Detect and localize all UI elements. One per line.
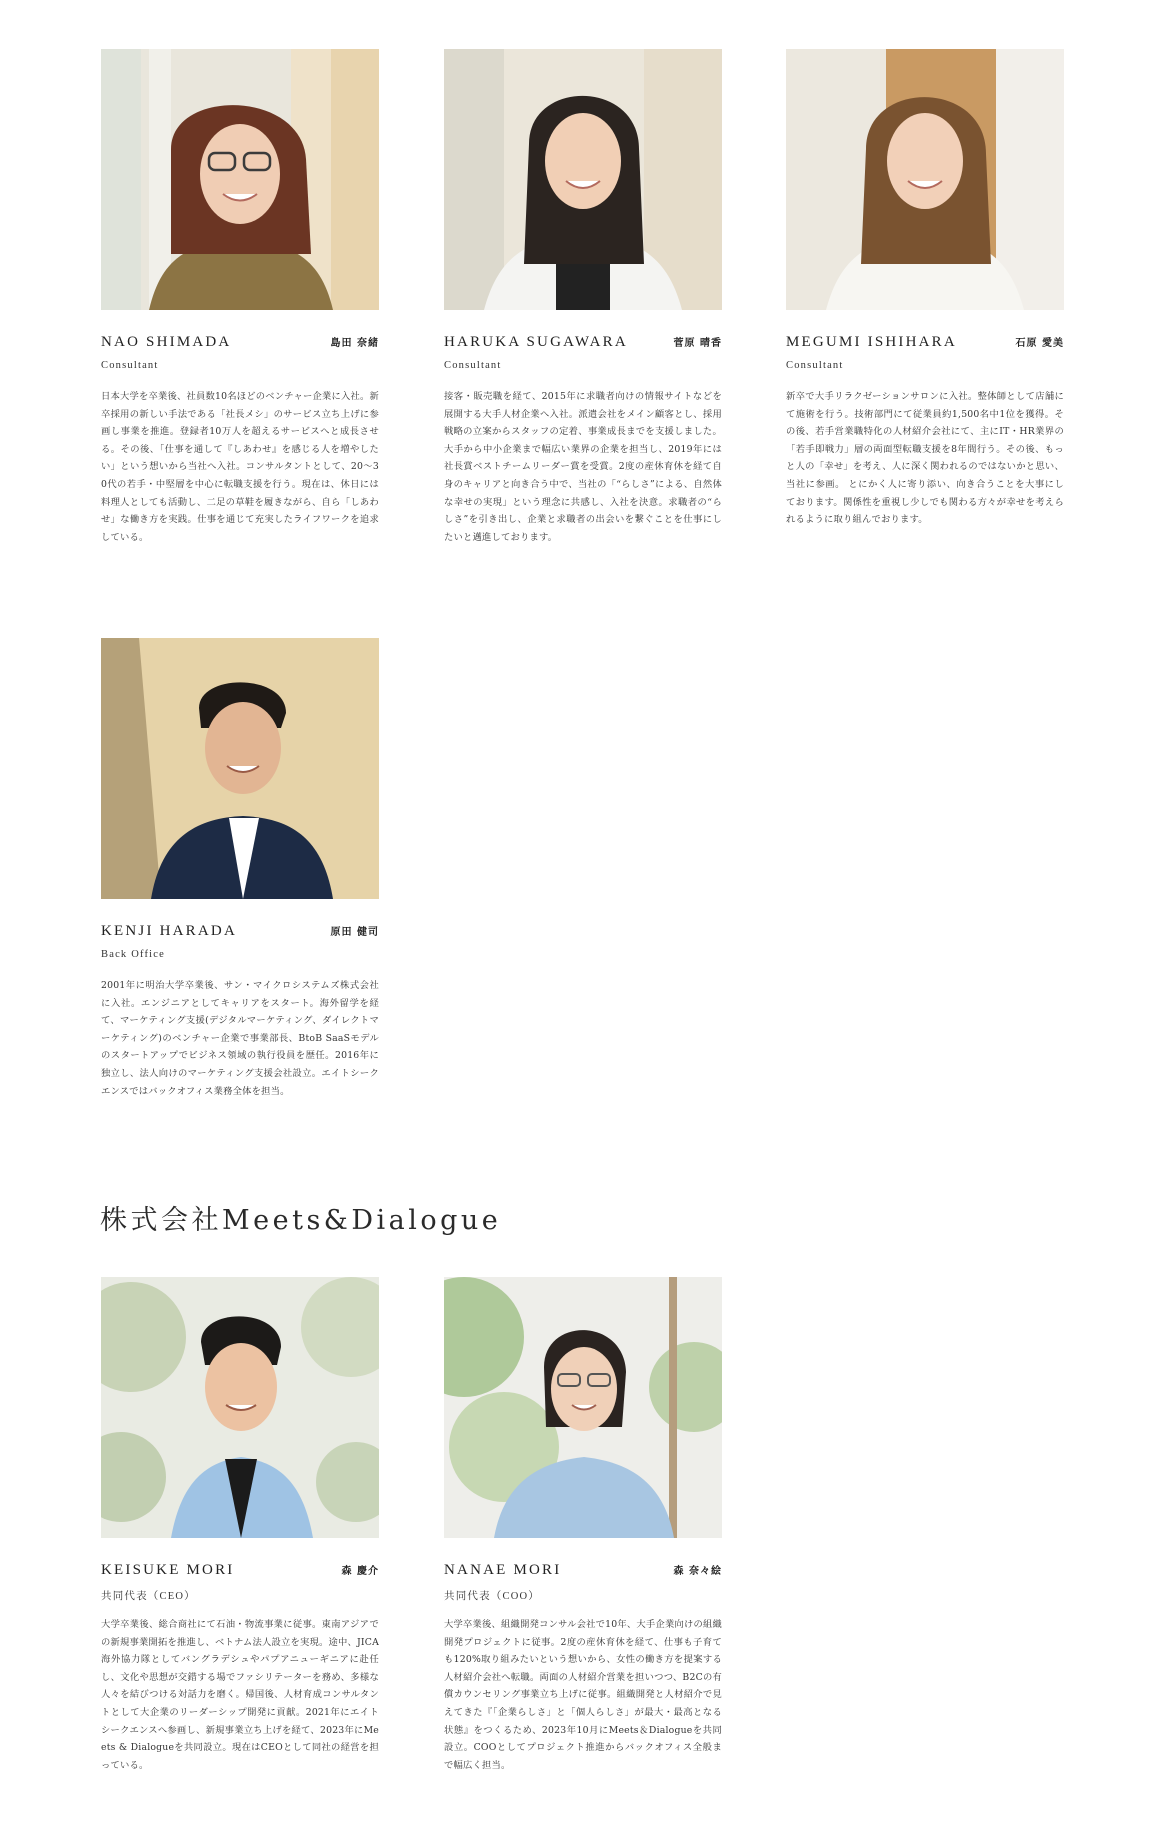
member-bio: 新卒で大手リラクゼーションサロンに入社。整体師として店舗にて施術を行う。技術部門にて従業員約1,500名中1位を獲得。その後、若手営業職特化の人材紹介会社にて、主にIT・HR業界の「若手即戦力」層の両面型転職支援を8年間行う。その後、もっと人の「幸せ」を考え、人に深く関われるのではないかと思い、当社に参画。 とにかく人に寄り添い、向き合うことを大事にしております。関係性を重視し少しでも関わる方々が幸せを考えられるように取り組んでおります。	[786, 391, 1064, 526]
member-card-keisuke-mori	[101, 1277, 379, 1774]
member-name-en: MEGUMI ISHIHARA	[786, 334, 957, 350]
member-name-jp: 森 奈々絵	[673, 1566, 722, 1577]
member-photo	[786, 49, 1064, 310]
member-name-jp: 石原 愛美	[1015, 338, 1064, 349]
member-role: 共同代表（CEO）	[101, 1591, 196, 1602]
member-name-en: KEISUKE MORI	[101, 1562, 235, 1578]
member-name-jp: 原田 健司	[330, 927, 379, 938]
member-photo	[101, 1277, 379, 1538]
member-name-en: NAO SHIMADA	[101, 334, 232, 350]
member-bio: 2001年に明治大学卒業後、サン・マイクロシステムズ株式会社に入社。エンジニアとしてキャリアをスタート。海外留学を経て、マーケティング支援(デジタルマーケティング、ダイレクトマーケティング)のベンチャー企業で事業部長、BtoB SaaSモデルのスタートアップでビジネス領域の執行役員を歴任。2016年に独立し、法人向けのマーケティング支援会社設立。エイトシークエンスではバックオフィス業務全体を担当。	[101, 980, 379, 1097]
member-name-jp: 島田 奈緒	[330, 338, 379, 349]
member-bio: 接客・販売職を経て、2015年に求職者向けの情報サイトなどを展開する大手人材企業へ入社。派遣会社をメイン顧客とし、採用戦略の立案からスタッフの定着、事業成長までを支援しました。大手から中小企業まで幅広い業界の企業を担当し、2019年には社長賞ベストチームリーダー賞を受賞。2度の産休育休を経て自身のキャリアと向き合う中で、当社の「“らしさ”による、自然体な幸せの実現」という理念に共感し、入社を決意。求職者の“らしさ”を引き出し、企業と求職者の出会いを繋ぐことを仕事にしたいと邁進しております。	[444, 391, 722, 543]
member-card-kenji-harada	[101, 638, 379, 1100]
member-name-jp: 菅原 晴香	[673, 338, 722, 349]
member-photo	[444, 1277, 722, 1538]
member-role: Consultant	[101, 360, 159, 371]
member-bio: 日本大学を卒業後、社員数10名ほどのベンチャー企業に入社。新卒採用の新しい手法である「社長メシ」のサービス立ち上げに参画し事業を推進。登録者10万人を超えるサービスへと成長させる。その後、「仕事を通して『しあわせ』を感じる人を増やしたい」という想いから当社へ入社。コンサルタントとして、20〜30代の若手・中堅層を中心に転職支援を行う。現在は、休日には料理人としても活動し、二足の草鞋を履きながら、自ら「しあわせ」な働き方を実践。仕事を通じて充実したライフワークを追求している。	[101, 391, 379, 543]
member-photo	[101, 49, 379, 310]
member-card-nao-shimada	[101, 49, 379, 546]
member-role: Back Office	[101, 949, 166, 960]
member-name-en: KENJI HARADA	[101, 923, 237, 939]
section-title: 株式会社Meets&Dialogue	[100, 1205, 502, 1236]
member-name-jp: 森 慶介	[341, 1566, 379, 1577]
member-name-en: NANAE MORI	[444, 1562, 562, 1578]
member-bio: 大学卒業後、組織開発コンサル会社で10年、大手企業向けの組織開発プロジェクトに従事。2度の産休育休を経て、仕事も子育ても120%取り組みたいという想いから、女性の働き方を提案する人材紹介会社へ転職。両面の人材紹介営業を担いつつ、B2Cの有償カウンセリング事業立ち上げに従事。組織開発と人材紹介で見えてきた『「企業らしさ」と「個人らしさ」が最大・最高となる状態』をつくるため、2023年10月にMeets＆Dialogueを共同設立。COOとしてプロジェクト推進からバックオフィス全般まで幅広く担当。	[444, 1619, 722, 1771]
member-card-nanae-mori	[444, 1277, 722, 1774]
member-card-haruka-sugawara	[444, 49, 722, 546]
member-role: 共同代表（COO）	[444, 1591, 540, 1602]
member-photo	[444, 49, 722, 310]
member-card-megumi-ishihara	[786, 49, 1064, 529]
member-photo	[101, 638, 379, 899]
member-role: Consultant	[444, 360, 502, 371]
member-role: Consultant	[786, 360, 844, 371]
member-bio: 大学卒業後、総合商社にて石油・物流事業に従事。東南アジアでの新規事業開拓を推進し、ベトナム法人設立を実現。途中、JICA海外協力隊としてバングラデシュやパプアニューギニアに赴任し、文化や思想が交錯する場でファシリテーターを務め、多様な人々を結びつける対話力を磨く。帰国後、人材育成コンサルタントとして大企業のリーダーシップ開発に貢献。2021年にエイトシークエンスへ参画し、新規事業立ち上げを経て、2023年にMeets & Dialogueを共同設立。現在はCEOとして同社の経営を担っている。	[101, 1619, 379, 1771]
member-name-en: HARUKA SUGAWARA	[444, 334, 628, 350]
